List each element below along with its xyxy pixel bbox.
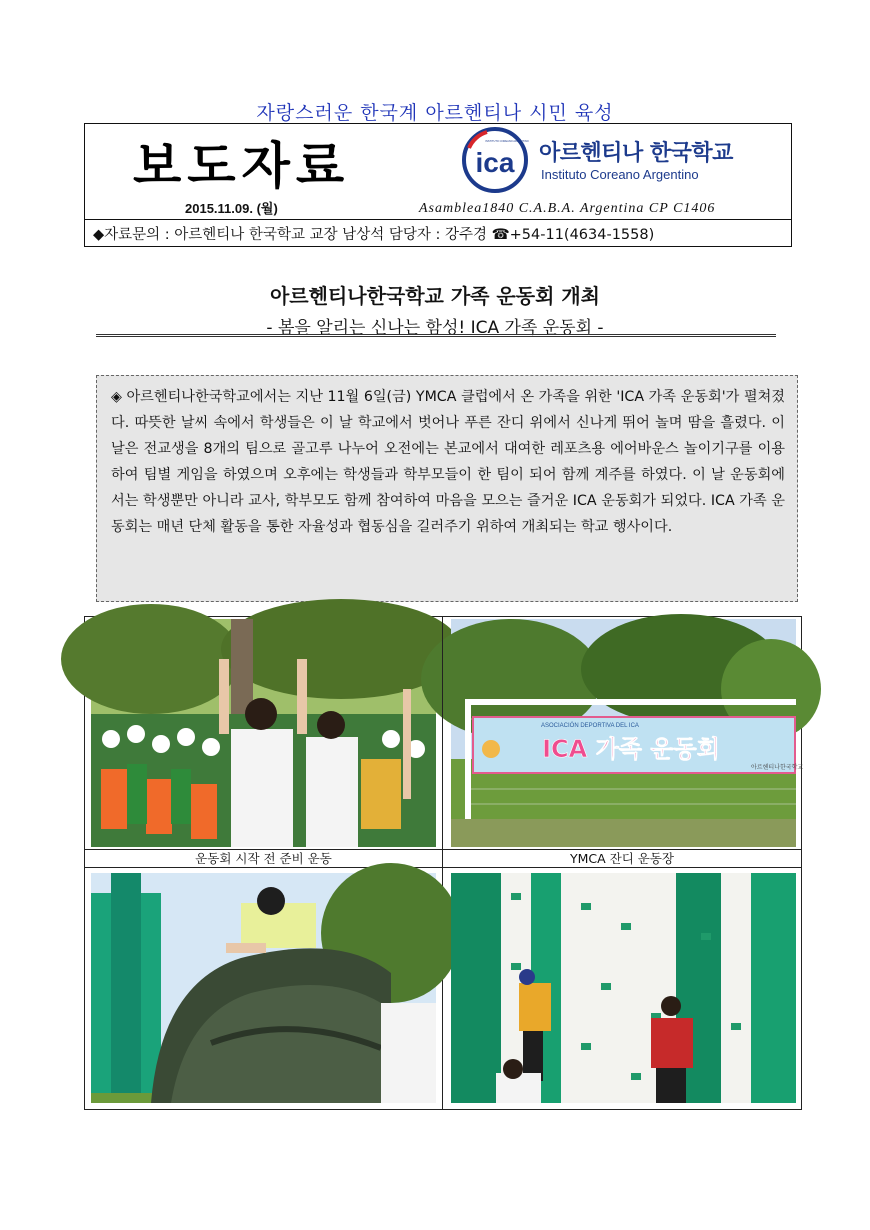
article-subheadline: - 봄을 알리는 신나는 함성! ICA 가족 운동회 - <box>266 318 604 338</box>
article-body-box <box>96 375 798 602</box>
press-header <box>84 123 792 247</box>
logo-wordmark: ica <box>475 147 515 178</box>
banner-footer-text: 아르헨티나한국학교 <box>751 764 804 771</box>
photo-inflatable-obstacle <box>91 873 436 1103</box>
article-body: ◈ 아르헨티나한국학교에서는 지난 11월 6일(금) YMCA 클럽에서 온 가족을 위한 'ICA 가족 운동회'가 펼쳐졌다. 따뜻한 날씨 속에서 학생들은 이 날 학교에서 벗어나 푸른 잔디 위에서 신나게 뛰어 놀며 땀을 흘렸다. 이 날은 전교생을 8개의 팀으로 골고루 나누어 오전에는 본교에서 대여한 레포츠용 에어바운스 놀이기구를 이용하여 팀별 게임을 하였으며 오후에는 학생들과 학부모들이 한 팀이 되어 함께 계주를 하였다. 이 날 운동회에서는 학생뿐만 아니라 교사, 학부모도 함께 참여하여 마음을 모으는 즐거운 ICA 운동회가 되었다. ICA 가족 운동회는 매년 단체 활동을 통한 자율성과 협동심을 길러주기 위하여 개최되는 학교 행사이다. <box>111 389 785 535</box>
banner-small-text: ASOCIACIÓN DEPORTIVA DEL ICA <box>541 723 639 729</box>
caption-field: YMCA 잔디 운동장 <box>569 851 675 866</box>
contact-info: ◆자료문의 : 아르헨티나 한국학교 교장 남상석 담당자 : 강주경 ☎+54-11(4634-1558) <box>93 227 655 243</box>
slogan: 자랑스러운 한국계 아르헨티나 시민 육성 <box>256 102 614 124</box>
subheadline-underline <box>96 334 776 337</box>
press-release-title: 보도자료 <box>133 137 351 195</box>
photo-warmup-exercise <box>91 619 436 847</box>
school-logo <box>461 126 529 194</box>
logo-small-text: INSTITUTO COREANO ARGENTINO <box>485 140 529 143</box>
photo-grid <box>84 616 802 1110</box>
caption-row-bottom-border <box>85 867 801 868</box>
school-name-korean: 아르헨티나 한국학교 <box>539 141 733 166</box>
banner-main-text: ICA 가족 운동회 <box>542 735 720 763</box>
photo-ymca-field <box>451 619 804 847</box>
caption-warmup: 운동회 시작 전 준비 운동 <box>195 851 332 866</box>
photo-climbing-wall <box>451 873 796 1103</box>
school-name-spanish: Instituto Coreano Argentino <box>541 167 699 182</box>
school-address: Asamblea1840 C.A.B.A. Argentina CP C1406 <box>419 201 716 216</box>
header-divider <box>85 219 791 220</box>
release-date: 2015.11.09. (월) <box>185 201 278 216</box>
article-headline: 아르헨티나한국학교 가족 운동회 개최 <box>269 284 600 308</box>
